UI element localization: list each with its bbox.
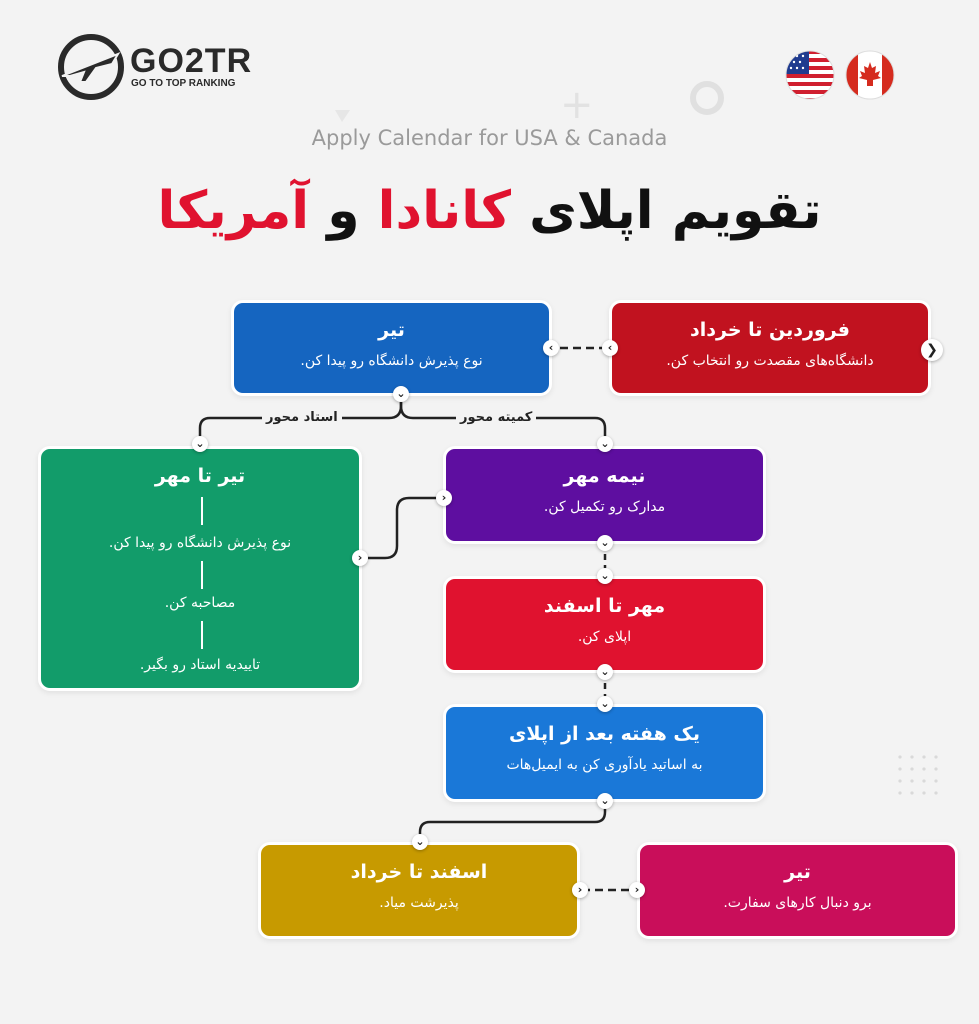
step-mehr-esfand [443, 576, 766, 673]
step-title: تیر تا مهر [154, 465, 246, 487]
chevron-down-icon: ⌄ [597, 664, 613, 680]
chevron-down-icon: ⌄ [412, 834, 428, 850]
chevron-left-icon: ‹ [602, 340, 618, 356]
step-desc: به اساتید یادآوری کن به ایمیل‌هات [506, 757, 703, 773]
step-desc: پذیرشت میاد. [379, 895, 459, 911]
plus-decor-icon: + [560, 82, 594, 128]
chevron-right-icon: › [629, 882, 645, 898]
step-desc: برو دنبال کارهای سفارت. [723, 895, 872, 911]
chevron-down-icon: ⌄ [393, 386, 409, 402]
step-item-1: نوع پذیرش دانشگاه رو پیدا کن. [108, 535, 292, 551]
step-title: مهر تا اسفند [543, 595, 666, 617]
chevron-right-icon: ❯ [921, 339, 943, 361]
step-desc: مدارک رو تکمیل کن. [543, 499, 666, 515]
divider-line [201, 621, 203, 649]
divider-line [201, 497, 203, 525]
step-title: تیر [784, 861, 811, 883]
step-tir-2 [637, 842, 958, 939]
step-title: اسفند تا خرداد [350, 861, 488, 883]
title-part-3: و [327, 181, 360, 241]
title-part-4: آمریکا [157, 181, 310, 241]
chevron-down-icon: ⌄ [597, 535, 613, 551]
chevron-left-icon: ‹ [543, 340, 559, 356]
chevron-down-icon: ⌄ [597, 436, 613, 452]
chevron-right-icon: › [572, 882, 588, 898]
step-title: فروردین تا خرداد [689, 319, 850, 341]
subtitle: Apply Calendar for USA & Canada [311, 126, 668, 150]
step-desc: دانشگاه‌های مقصدت رو انتخاب کن. [666, 353, 874, 369]
step-title: نیمه مهر [563, 465, 646, 487]
connector-ostad-nime [365, 498, 440, 558]
step-item-2: مصاحبه کن. [164, 595, 236, 611]
divider-line [201, 561, 203, 589]
edge-label-ostad: استاد محور [262, 410, 342, 425]
step-desc: اپلای کن. [577, 629, 632, 645]
edge-label-committee: کمیته محور [456, 410, 536, 425]
step-title: تیر [378, 319, 405, 341]
title-part-1: تقویم اپلای [529, 181, 822, 241]
step-nime-mehr [443, 446, 766, 544]
connector-week-esfand [420, 800, 605, 843]
step-tir-1 [231, 300, 552, 396]
chevron-right-icon: › [436, 490, 452, 506]
brand-name: GO2TR [130, 42, 253, 80]
brand-tagline: GO TO TOP RANKING [131, 78, 236, 89]
chevron-down-icon: ⌄ [597, 793, 613, 809]
step-title: یک هفته بعد از اپلای [509, 723, 700, 745]
chevron-down-icon: ⌄ [597, 568, 613, 584]
step-farvardin-khordad [609, 300, 931, 396]
step-item-3: تاییدیه استاد رو بگیر. [139, 657, 261, 673]
step-desc: نوع پذیرش دانشگاه رو پیدا کن. [300, 353, 483, 369]
step-week-after [443, 704, 766, 802]
chevron-right-icon: › [352, 550, 368, 566]
step-tir-mehr [38, 446, 362, 691]
chevron-down-icon: ⌄ [597, 696, 613, 712]
title-part-2: کانادا [377, 181, 511, 241]
step-esfand-khordad [258, 842, 580, 939]
chevron-down-icon: ⌄ [192, 436, 208, 452]
